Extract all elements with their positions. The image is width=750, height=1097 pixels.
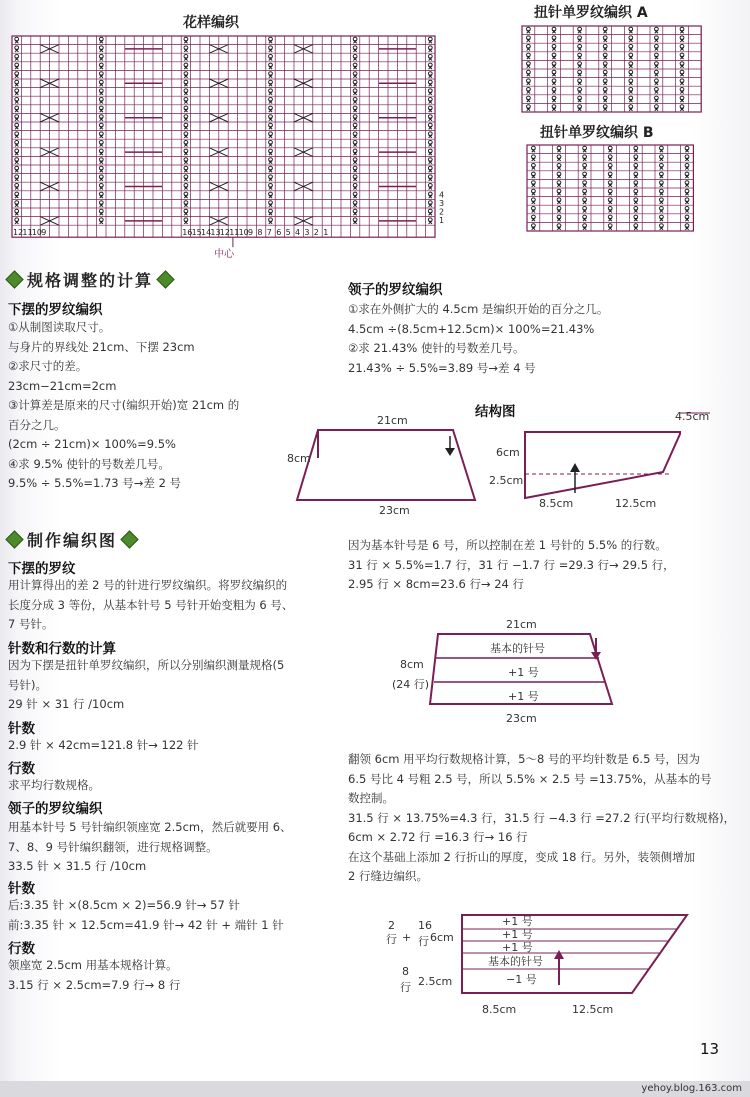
section-heading-size-calc <box>8 268 172 291</box>
row-label: 3 <box>439 199 445 208</box>
fig4-r4: 基本的针号 <box>488 955 543 968</box>
collar-figure <box>382 905 702 1020</box>
fig1-top: 21cm <box>377 414 408 427</box>
col-label: 9 <box>41 228 47 238</box>
sec2-b-line: 29 针 × 31 行 /10cm <box>8 697 125 711</box>
rib-chart-a <box>520 24 700 114</box>
sec2-e-line: 33.5 针 × 31.5 行 /10cm <box>8 859 147 873</box>
fig4-plus: + <box>402 931 412 944</box>
col-label: 10 <box>238 228 249 238</box>
row-label: 2 <box>439 207 445 217</box>
chart-b-title: 扭针单罗纹编织 A <box>534 5 648 21</box>
fig4-l3b: 行 <box>400 981 411 994</box>
fig2-extra: 4.5cm <box>675 410 710 423</box>
fig2-side: 6cm <box>496 446 520 459</box>
col-label: 4 <box>295 228 301 238</box>
diamond-icon <box>5 530 23 548</box>
sec2-a-line: 长度分成 3 等份，从基本针号 5 号针开始变粗为 6 号、 <box>8 597 294 612</box>
fig4-r1: +1 号 <box>502 915 533 928</box>
sec2-sub7: 行数 <box>8 941 35 957</box>
sec2-sub4: 行数 <box>8 761 35 777</box>
fig4-b2: 12.5cm <box>572 1003 614 1016</box>
section2-heading-text: 制作编织图 <box>27 531 118 550</box>
fig3-row1: 基本的针号 <box>490 642 545 655</box>
collar-shape <box>525 432 680 498</box>
fig3-side2: (24 行) <box>392 678 430 691</box>
sec2-sub6: 针数 <box>8 881 35 897</box>
section1-line: (2cm ÷ 21cm)× 100%=9.5% <box>8 437 176 451</box>
right-a-line: 21.43% ÷ 5.5%=3.89 号→差 4 号 <box>348 360 536 375</box>
fig4-l1b: 行 <box>386 933 397 946</box>
fig4-l2: 16 <box>418 919 432 932</box>
pattern-chart-a <box>8 30 478 270</box>
col-label: 11 <box>22 228 33 238</box>
page-number: 13 <box>700 1040 720 1058</box>
rib-figure-1 <box>390 612 650 732</box>
sec2-e-line: 7、8、9 号针编织翻领，进行规格调整。 <box>8 839 218 854</box>
right-a-line: ①求在外侧扩大的 4.5cm 是编织开始的百分之几。 <box>348 302 609 316</box>
sec2-c-line: 2.9 针 × 42cm=121.8 针→ 122 针 <box>8 738 199 752</box>
sec2-sub5: 领子的罗纹编织 <box>8 801 103 817</box>
section1-line: 9.5% ÷ 5.5%=1.73 号→差 2 号 <box>8 476 182 490</box>
section1-line: ③计算差是原来的尺寸(编织开始)宽 21cm 的 <box>8 398 240 412</box>
right-b-line: 31 行 × 5.5%=1.7 行，31 行 −1.7 行 =29.3 行→ 29.5 行， <box>348 557 675 572</box>
col-label: 7 <box>266 228 272 238</box>
center-label: 中心 <box>214 249 235 261</box>
col-label: 13 <box>210 228 221 238</box>
col-label: 12 <box>219 228 230 238</box>
row-label: 4 <box>439 190 445 200</box>
section1-sub: 下摆的罗纹编织 <box>8 302 103 318</box>
fig3-top: 21cm <box>506 618 537 631</box>
fig4-r5: −1 号 <box>506 973 537 986</box>
right-sub1: 领子的罗纹编织 <box>348 282 443 298</box>
diamond-icon <box>5 270 23 288</box>
col-label: 11 <box>229 228 240 238</box>
sec2-g-line: 领座宽 2.5cm 用基本规格计算。 <box>8 958 178 972</box>
right-b-line: 2.95 行 × 8cm=23.6 行→ 24 行 <box>348 577 525 591</box>
fig1-bottom: 23cm <box>379 504 410 517</box>
right-a-line: 4.5cm ÷(8.5cm+12.5cm)× 100%=21.43% <box>348 321 595 336</box>
col-label: 8 <box>257 228 263 238</box>
section-heading-chart <box>8 528 136 551</box>
diamond-icon <box>156 270 174 288</box>
col-label: 2 <box>313 228 319 238</box>
right-a-line: ②求 21.43% 使针的号数差几号。 <box>348 341 525 355</box>
fig1-side: 8cm <box>287 452 311 465</box>
col-label: 15 <box>191 228 202 238</box>
fig4-r2: +1 号 <box>502 928 533 941</box>
footer-bar <box>0 1081 750 1097</box>
fig2-b1: 8.5cm <box>539 497 574 510</box>
sec2-a-line: 7 号针。 <box>8 617 54 631</box>
right-c-line: 6.5 号比 4 号粗 2.5 号，所以 5.5% × 2.5 号 =13.75%，从基本的号 <box>348 771 712 786</box>
col-label: 3 <box>304 228 310 238</box>
section1-line: 百分之几。 <box>8 417 66 432</box>
chart-c-title: 扭针单罗纹编织 B <box>540 125 654 141</box>
fig3-side: 8cm <box>400 658 424 671</box>
right-c-line: 翻领 6cm 用平均行数规格计算，5～8 号的平均针数是 6.5 号，因为 <box>348 752 701 766</box>
chart-a-title: 花样编织 <box>183 15 239 31</box>
section1-line: ①从制图读取尺寸。 <box>8 320 111 334</box>
sec2-sub2: 针数和行数的计算 <box>8 641 116 657</box>
sec2-f-line: 前:3.35 针 × 12.5cm=41.9 针→ 42 针 + 端针 1 针 <box>8 917 284 932</box>
section1-line: ④求 9.5% 使针的号数差几号。 <box>8 456 170 471</box>
col-label: 12 <box>13 228 24 238</box>
right-c-line: 31.5 行 × 13.75%=4.3 行，31.5 行 −4.3 行 =27.2 行(平均行数规格)， <box>348 810 736 825</box>
right-c-line: 6cm × 2.72 行 =16.3 行→ 16 行 <box>348 830 528 844</box>
sec2-f-line: 后:3.35 针 ×(8.5cm × 2)=56.9 针→ 57 针 <box>8 898 240 912</box>
site-url: yehoy.blog.163.com <box>641 1083 742 1094</box>
sec2-sub3: 针数 <box>8 721 35 737</box>
col-label: 16 <box>182 228 193 238</box>
section1-line: 与身片的界线处 21cm、下摆 23cm <box>8 339 195 354</box>
col-label: 5 <box>285 228 291 238</box>
col-label: 14 <box>201 228 212 238</box>
rib-chart-b <box>525 143 700 235</box>
fig4-r3: +1 号 <box>502 941 533 954</box>
sec2-b-line: 号针)。 <box>8 677 47 692</box>
right-c-line: 2 行缝边编织。 <box>348 869 428 883</box>
col-label: 9 <box>248 228 254 238</box>
fig4-l2b: 行 <box>418 935 429 948</box>
section1-heading-text: 规格调整的计算 <box>27 271 154 290</box>
right-c-line: 数控制。 <box>348 791 394 805</box>
section1-line: 23cm−21cm=2cm <box>8 378 117 393</box>
col-label: 10 <box>31 228 42 238</box>
sec2-a-line: 用计算得出的差 2 号的针进行罗纹编织。将罗纹编织的 <box>8 578 288 592</box>
fig3-bottom: 23cm <box>506 712 537 725</box>
fig4-l1: 2 <box>388 919 395 932</box>
fig4-25cm: 2.5cm <box>418 975 453 988</box>
sec2-sub1: 下摆的罗纹 <box>8 561 76 577</box>
diamond-icon <box>120 530 138 548</box>
fig2-rib: 2.5cm <box>489 474 524 487</box>
structure-title: 结构图 <box>475 404 516 420</box>
fig4-b1: 8.5cm <box>482 1003 517 1016</box>
fig4-6cm: 6cm <box>430 931 454 944</box>
sec2-b-line: 因为下摆是扭针单罗纹编织，所以分别编织测量规格(5 <box>8 658 285 672</box>
fig2-b2: 12.5cm <box>615 497 657 510</box>
structure-figure <box>285 408 710 518</box>
row-label: 1 <box>439 216 445 226</box>
fig4-l3: 8 <box>402 965 409 978</box>
collar-fig-shape <box>462 915 687 993</box>
section1-line: ②求尺寸的差。 <box>8 359 88 373</box>
col-label: 6 <box>276 228 282 238</box>
body-shape <box>297 430 475 500</box>
sec2-d-line: 求平均行数规格。 <box>8 778 100 792</box>
fig3-row3: +1 号 <box>508 690 539 703</box>
right-c-line: 在这个基础上添加 2 行折山的厚度，变成 18 行。另外，装领侧增加 <box>348 849 696 864</box>
col-label: 1 <box>323 228 329 238</box>
sec2-g-line: 3.15 行 × 2.5cm=7.9 行→ 8 行 <box>8 977 181 992</box>
fig3-row2: +1 号 <box>508 666 539 679</box>
right-b-line: 因为基本针号是 6 号，所以控制在差 1 号针的 5.5% 的行数。 <box>348 538 667 552</box>
sec2-e-line: 用基本针号 5 号针编织领座宽 2.5cm，然后就要用 6、 <box>8 820 292 834</box>
